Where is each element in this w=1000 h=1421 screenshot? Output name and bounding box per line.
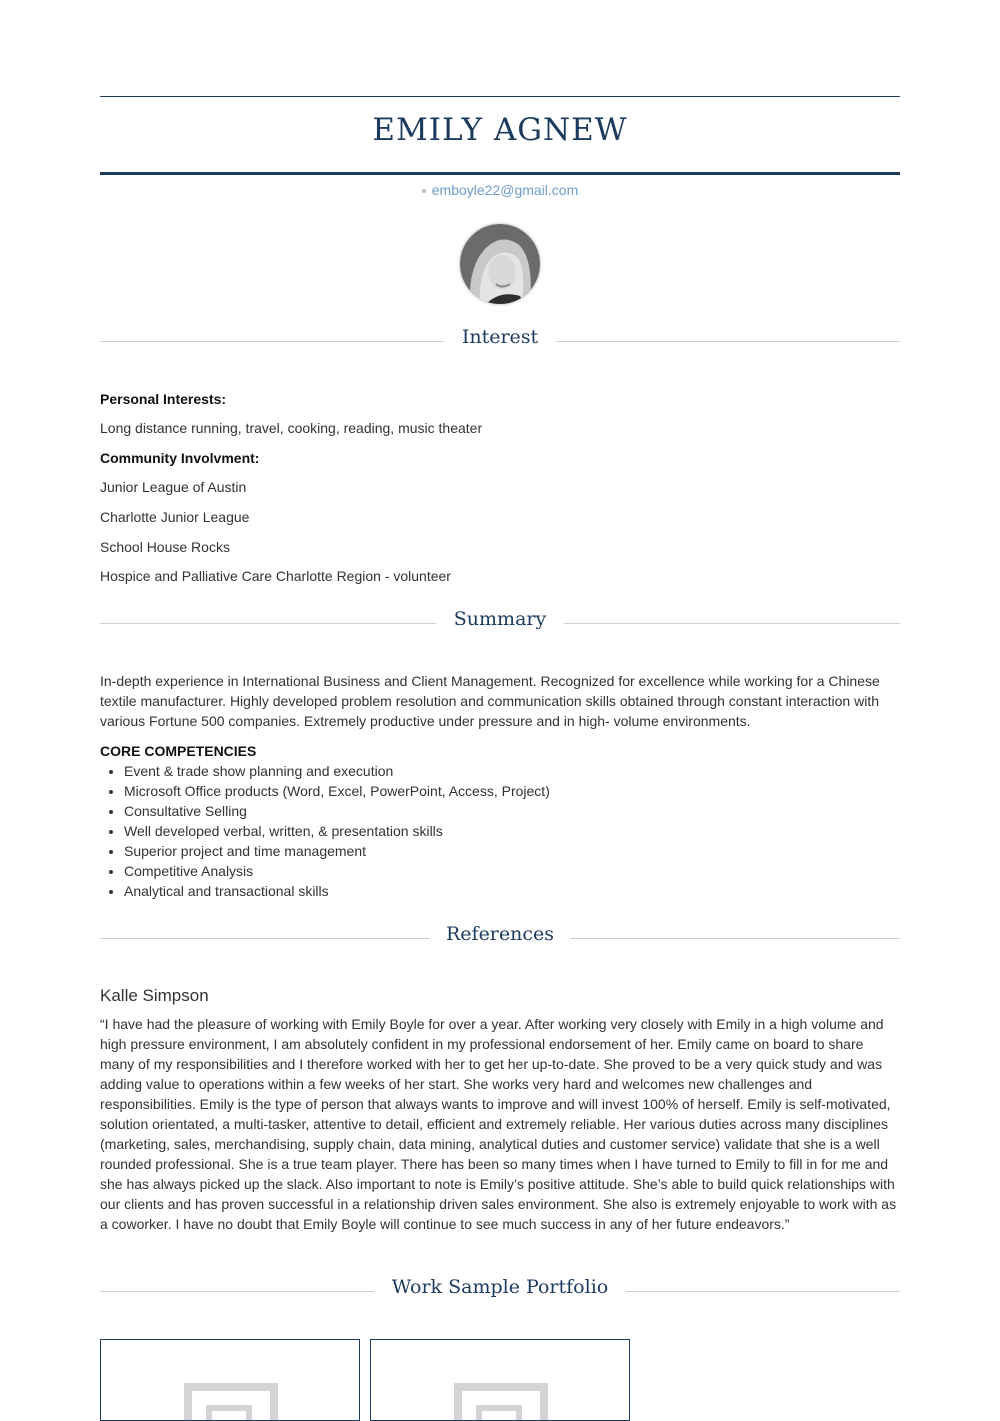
heading-rule-right bbox=[626, 1291, 900, 1292]
portfolio-sample-card[interactable] bbox=[370, 1339, 630, 1421]
personal-interests-label: Personal Interests: bbox=[100, 391, 227, 407]
image-placeholder-icon bbox=[184, 1383, 278, 1421]
heading-rule-right bbox=[556, 341, 900, 342]
community-item: Junior League of Austin bbox=[100, 479, 247, 495]
list-item: • Event & trade show planning and execution bbox=[124, 761, 900, 781]
candidate-name: EMILY AGNEW bbox=[372, 112, 628, 148]
contact-line bbox=[100, 182, 900, 198]
competencies-list bbox=[100, 761, 900, 901]
interest-content bbox=[100, 389, 900, 586]
image-placeholder-icon bbox=[454, 1383, 548, 1421]
reference-name: Kalle Simpson bbox=[100, 986, 209, 1005]
community-item: Charlotte Junior League bbox=[100, 509, 250, 525]
section-heading-references bbox=[100, 923, 900, 953]
list-item: • Microsoft Office products (Word, Excel, PowerPoint, Access, Project) bbox=[124, 781, 900, 801]
competencies-label: CORE COMPETENCIES bbox=[100, 743, 257, 759]
reference-quote: “I have had the pleasure of working with Emily Boyle for over a year. After working very closely with Emily in a high volume and high pressure environment, I am absolutely confident in my professional endorsement of her. Emily came on board to share many of my responsibilities and I therefore worked with her to get her up-to-date. She proved to be a very quick study and was adding value to operations within a few weeks of her start. She works very hard and welcomes new challenges and responsibilities. Emily is the type of person that always wants to improve and will invest 100% of herself. Emily is self-motivated, solution orientated, a multi-tasker, attentive to detail, efficient and extremely reliable. Her various duties across many disciplines (marketing, sales, merchandising, supply chain, data mining, analytical duties and customer service) validate that she is a well rounded professional. She is a true team player. There has been so many times when I have turned to Emily to fill in for me and she has always picked up the slack. Also important to note is Emily’s positive attitude. She’s able to build quick relationships with our clients and has proven successful in a relationship driven sales environment. She also is extremely enjoyable to work with as a coworker. I have no doubt that Emily Boyle will continue to see much success in any of her future endeavors.” bbox=[100, 1016, 897, 1232]
personal-interests-text: Long distance running, travel, cooking, reading, music theater bbox=[100, 420, 483, 436]
heading-rule-right bbox=[564, 623, 900, 624]
section-heading-portfolio bbox=[100, 1276, 900, 1306]
header-top-rule bbox=[100, 96, 900, 97]
header-bottom-rule bbox=[100, 172, 900, 175]
summary-paragraph: In-depth experience in International Business and Client Management. Recognized for excellence while working for a Chinese textile manufacturer. Highly developed problem resolution and communication skills obtained through constant interaction with various Fortune 500 companies. Extremely productive under pressure and in high- volume environments. bbox=[100, 673, 880, 729]
bullet-icon bbox=[422, 189, 426, 193]
section-title: Work Sample Portfolio bbox=[391, 1276, 609, 1298]
section-heading-summary bbox=[100, 608, 900, 638]
profile-photo bbox=[460, 224, 540, 304]
section-title: References bbox=[445, 923, 555, 945]
references-content bbox=[100, 986, 900, 1234]
section-title: Summary bbox=[453, 608, 547, 630]
section-heading-interest bbox=[100, 326, 900, 356]
heading-rule-right bbox=[570, 938, 900, 939]
list-item: • Competitive Analysis bbox=[124, 861, 900, 881]
community-label: Community Involvment: bbox=[100, 450, 260, 466]
list-item: • Consultative Selling bbox=[124, 801, 900, 821]
avatar bbox=[460, 224, 540, 304]
section-title: Interest bbox=[461, 326, 539, 348]
community-item: Hospice and Palliative Care Charlotte Region - volunteer bbox=[100, 568, 451, 584]
list-item: • Analytical and transactional skills bbox=[124, 881, 900, 901]
list-item: • Well developed verbal, written, & presentation skills bbox=[124, 821, 900, 841]
community-item: School House Rocks bbox=[100, 539, 230, 555]
summary-content bbox=[100, 671, 900, 901]
list-item: • Superior project and time management bbox=[124, 841, 900, 861]
email-link[interactable]: emboyle22@gmail.com bbox=[431, 182, 579, 198]
portfolio-sample-card[interactable] bbox=[100, 1339, 360, 1421]
